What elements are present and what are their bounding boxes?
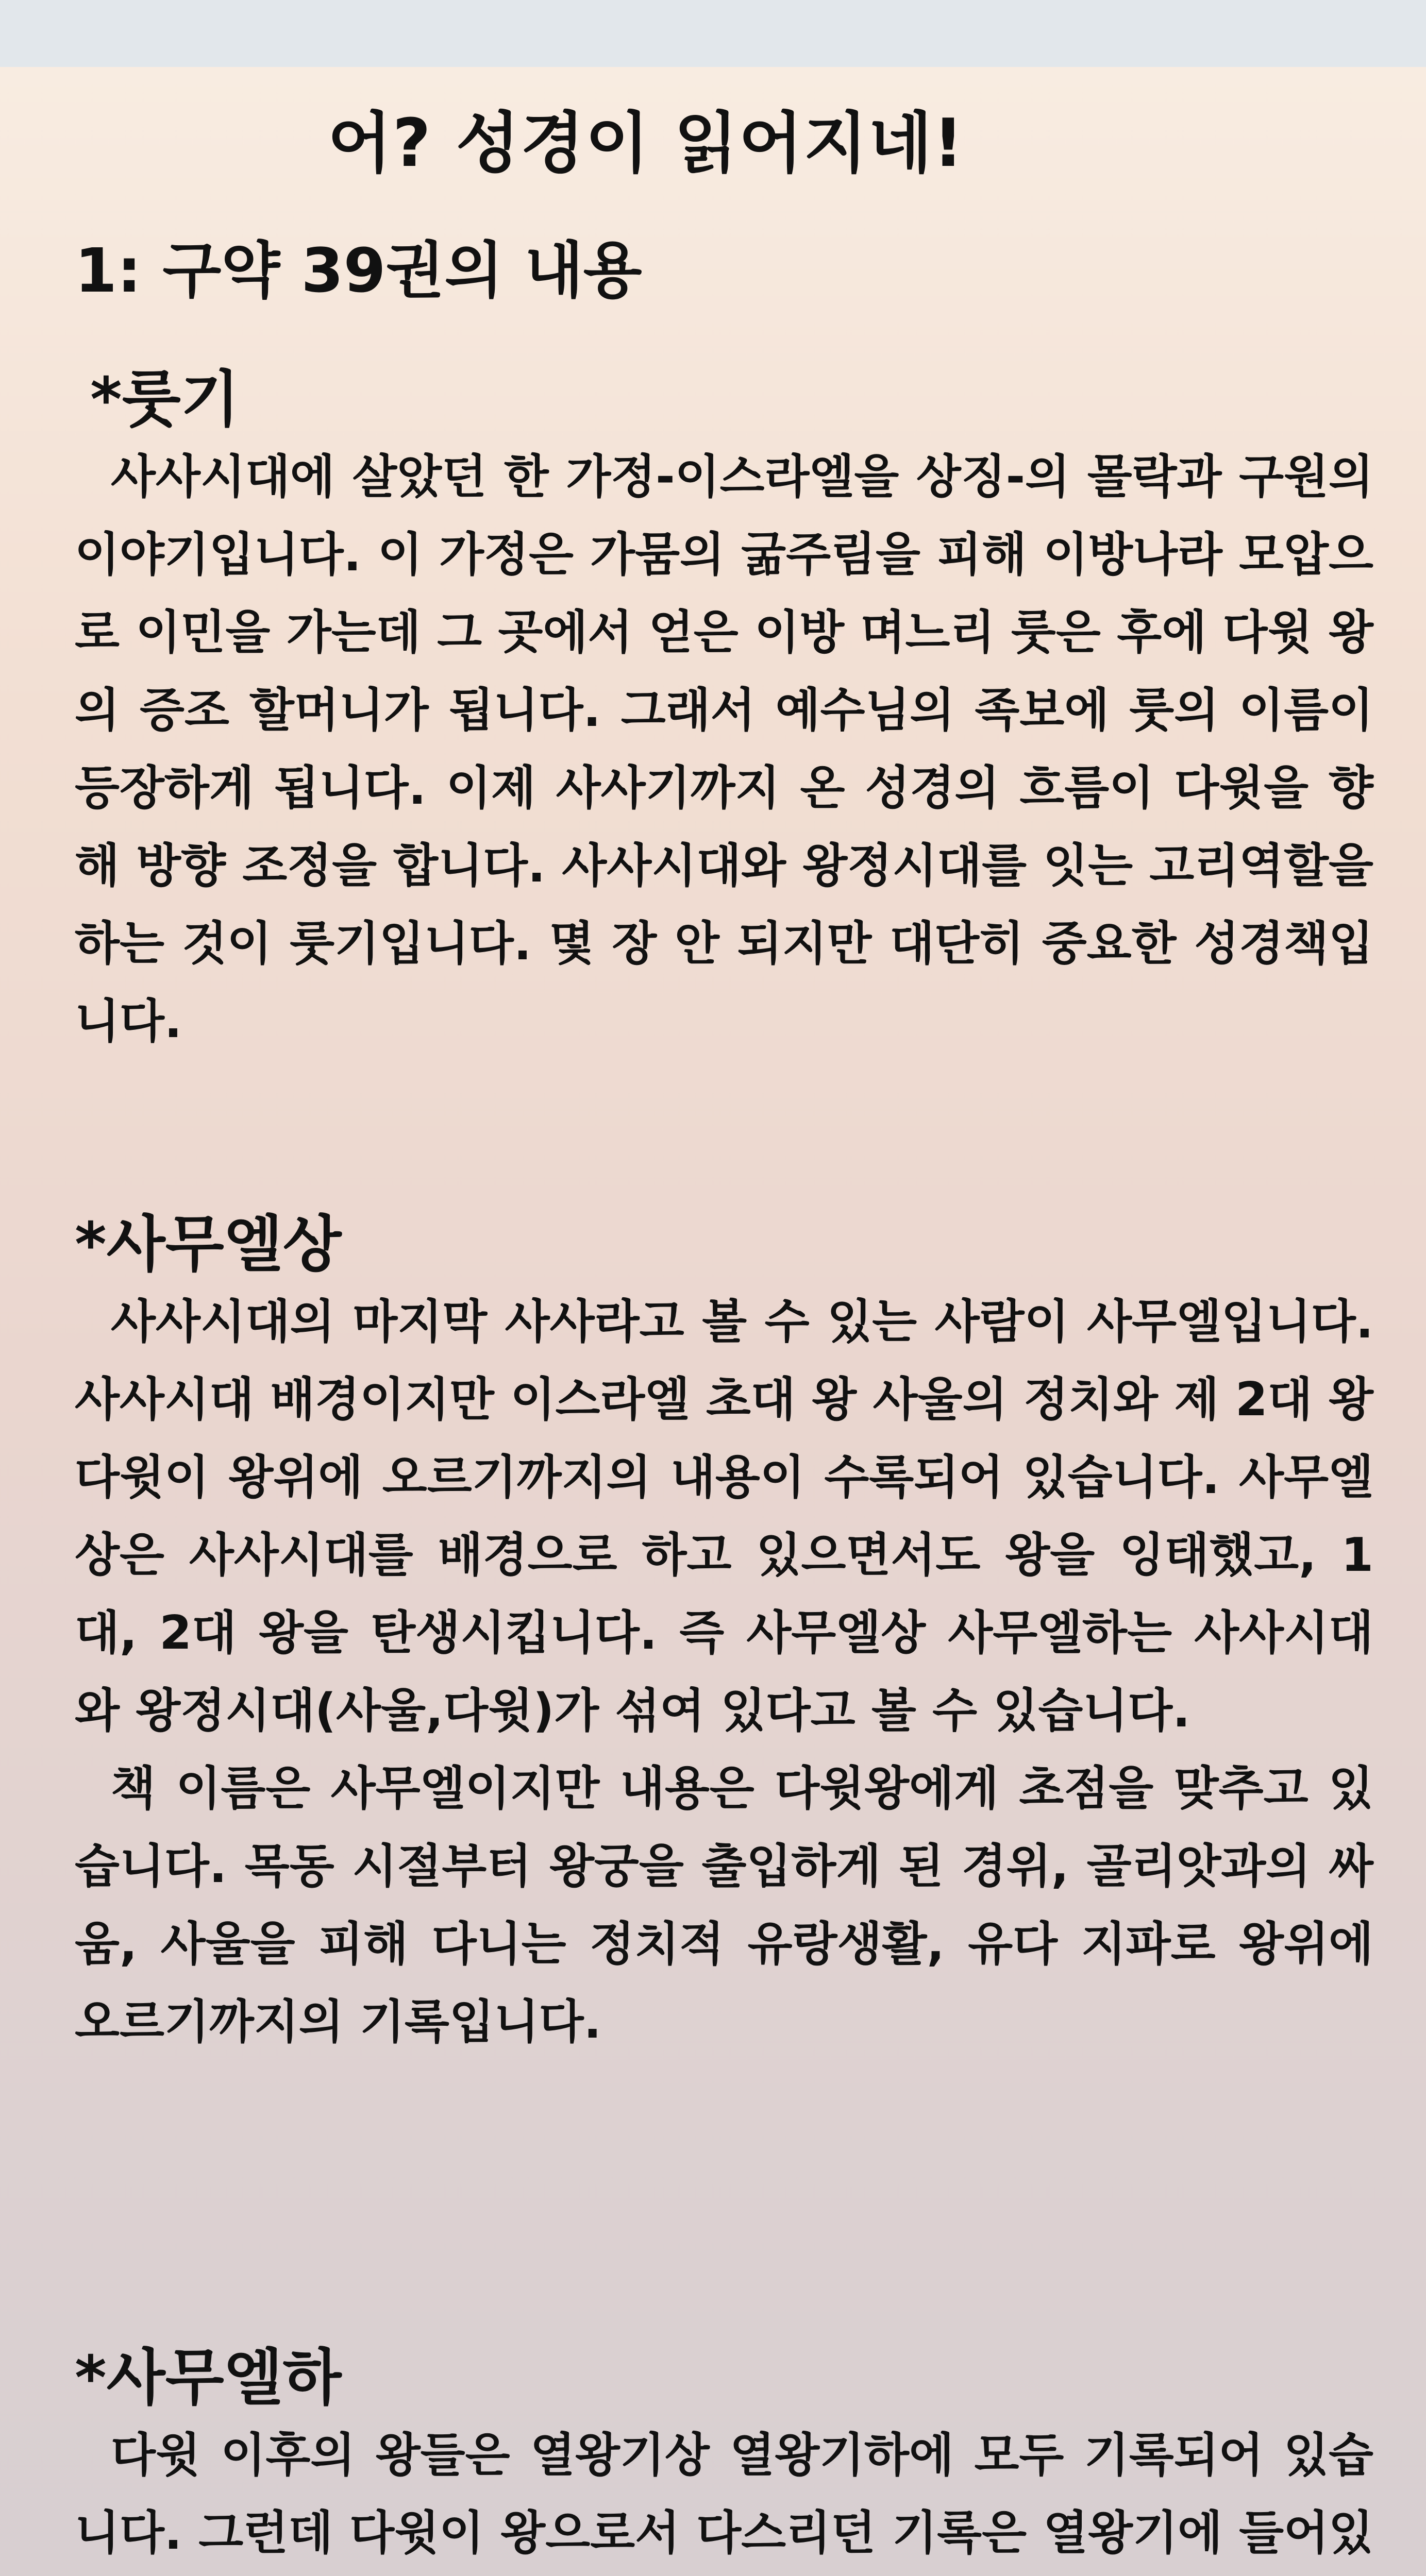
document-page [0,67,1426,2576]
section-paragraph: 책 이름은 사무엘이지만 내용은 다윗왕에게 초점을 맞추고 있습니다. 목동 시절부터 왕궁을 출입하게 된 경위, 골리앗과의 싸움, 사울을 피해 다니는 정치적 유랑생활, 유다 지파로 왕위에 오르기까지의 기록입니다. [75,1761,1373,2049]
top-bar [0,0,1426,67]
section-heading: *사무엘상 [75,1209,342,1280]
section-heading: *룻기 [90,364,240,435]
section-paragraph: 다윗 이후의 왕들은 열왕기상 열왕기하에 모두 기록되어 있습니다. 그런데 다윗이 왕으로서 다스리던 기록은 열왕기에 들어있 [75,2428,1373,2560]
section-heading: *사무엘하 [75,2342,342,2413]
section-1-samuel [75,1206,1373,2061]
section-ruth [75,361,1373,1060]
section-2-samuel [75,2339,1373,2576]
page-title: 어? 성경이 읽어지네! [328,105,964,182]
section-paragraph: 사사시대의 마지막 사사라고 볼 수 있는 사람이 사무엘입니다. 사사시대 배경이지만 이스라엘 초대 왕 사울의 정치와 제 2대 왕 다윗이 왕위에 오르기까지의 내용이 수록되어 있습니다. 사무엘상은 사사시대를 배경으로 하고 있으면서도 왕을 잉태했고, 1대, 2대 왕을 탄생시킵니다. 즉 사무엘상 사무엘하는 사사시대와 왕정시대(사울,다윗)가 섞여 있다고 볼 수 있습니다. [75,1295,1373,1738]
section-paragraph: 사사시대에 살았던 한 가정-이스라엘을 상징-의 몰락과 구원의 이야기입니다. 이 가정은 가뭄의 굶주림을 피해 이방나라 모압으로 이민을 가는데 그 곳에서 얻은 이방 며느리 룻은 후에 다윗 왕의 증조 할머니가 됩니다. 그래서 예수님의 족보에 룻의 이름이 등장하게 됩니다. 이제 사사기까지 온 성경의 흐름이 다윗을 향해 방향 조정을 합니다. 사사시대와 왕정시대를 잇는 고리역할을 하는 것이 룻기입니다. 몇 장 안 되지만 대단히 중요한 성경책입니다. [75,450,1373,1048]
chapter-heading: 1: 구약 39권의 내용 [75,235,642,306]
